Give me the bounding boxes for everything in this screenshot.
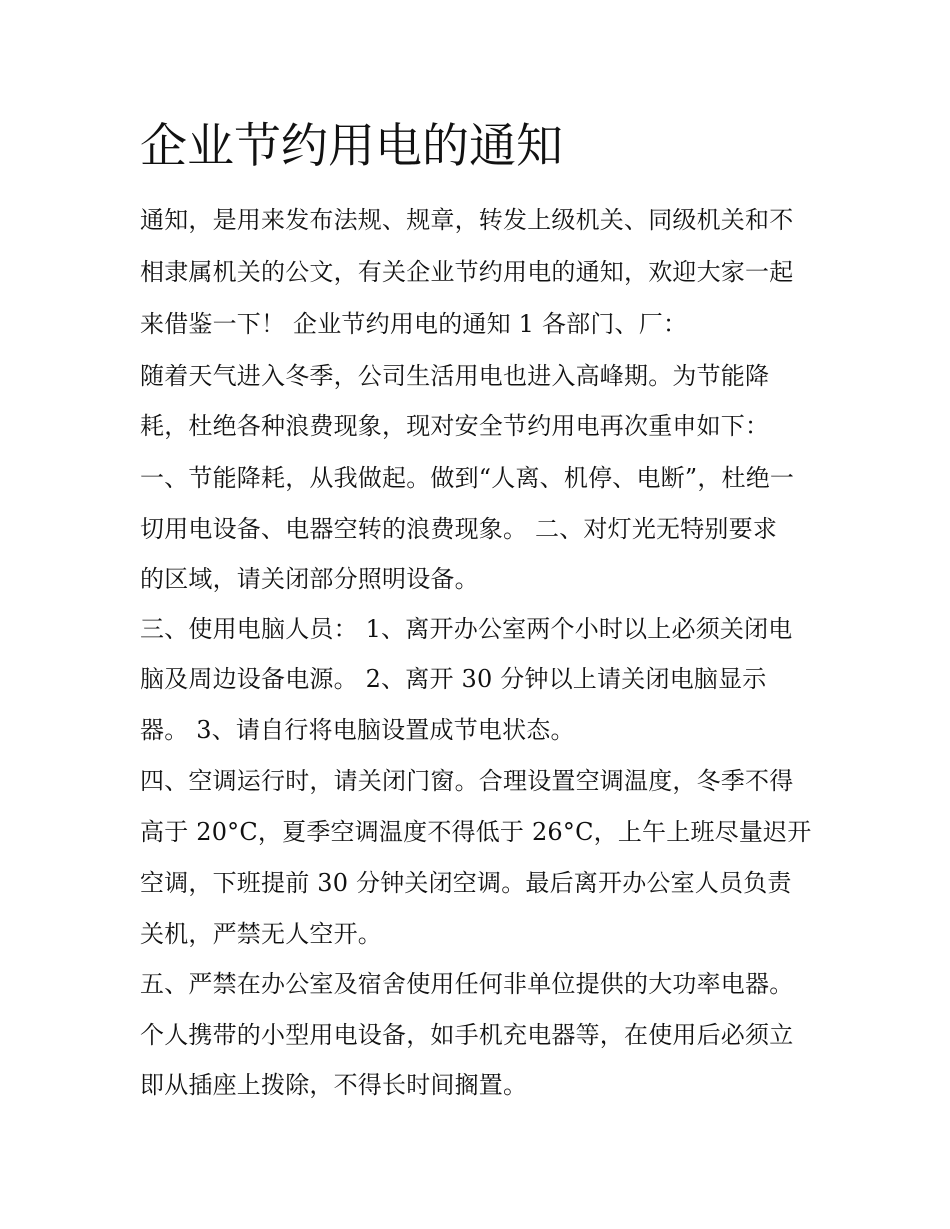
body-line: 即从插座上拨除，不得长时间搁置。 [140, 1071, 528, 1099]
body-line: 的区域，请关闭部分照明设备。 [140, 565, 479, 593]
body-line: 来借鉴一下！ 企业节约用电的通知 1 各部门、厂： [140, 310, 688, 338]
body-line: 空调，下班提前 30 分钟关闭空调。最后离开办公室人员负责 [140, 869, 792, 897]
body-line: 器。 3、请自行将电脑设置成节电状态。 [140, 716, 575, 744]
body-line: 五、严禁在办公室及宿舍使用任何非单位提供的大功率电器。 [140, 970, 794, 998]
body-line: 高于 20°C，夏季空调温度不得低于 26°C，上午上班尽量迟开 [140, 818, 812, 846]
body-line: 四、空调运行时，请关闭门窗。合理设置空调温度，冬季不得 [140, 767, 794, 795]
page-title: 企业节约用电的通知 [140, 119, 563, 174]
body-line: 脑及周边设备电源。 2、离开 30 分钟以上请关闭电脑显示 [140, 665, 767, 693]
body-line: 一、节能降耗，从我做起。做到“人离、机停、电断”，杜绝一 [140, 464, 795, 492]
body-line: 三、使用电脑人员： 1、离开办公室两个小时以上必须关闭电 [140, 615, 793, 643]
body-line: 随着天气进入冬季，公司生活用电也进入高峰期。为节能降 [140, 362, 770, 390]
body-line: 耗，杜绝各种浪费现象，现对安全节约用电再次重申如下： [140, 412, 770, 440]
body-line: 切用电设备、电器空转的浪费现象。 二、对灯光无特别要求 [140, 515, 778, 543]
body-line: 相隶属机关的公文，有关企业节约用电的通知，欢迎大家一起 [140, 258, 794, 286]
body-line: 通知，是用来发布法规、规章，转发上级机关、同级机关和不 [140, 206, 794, 234]
body-line: 关机，严禁无人空开。 [140, 920, 382, 948]
body-line: 个人携带的小型用电设备，如手机充电器等，在使用后必须立 [140, 1021, 794, 1049]
